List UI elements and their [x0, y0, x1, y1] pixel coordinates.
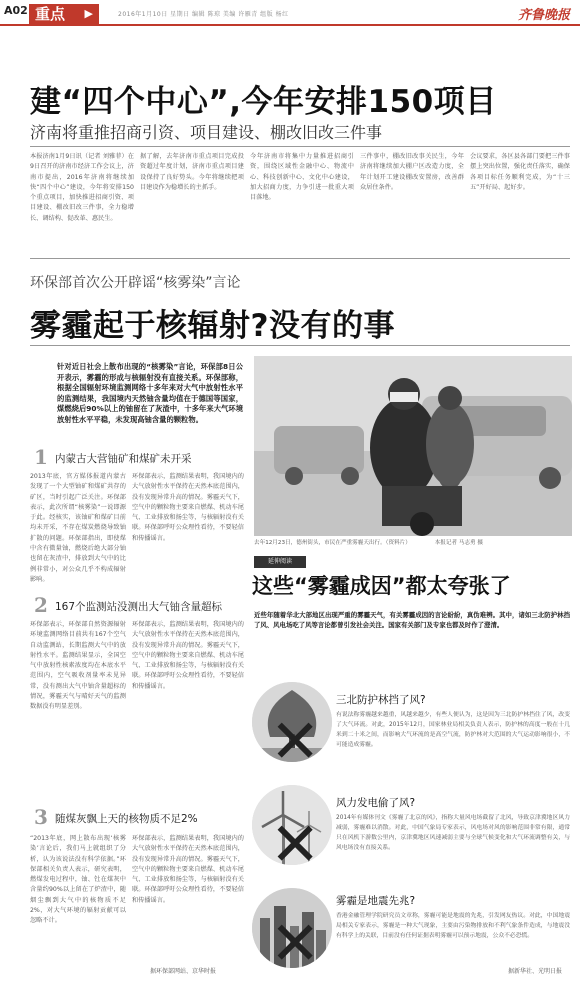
story2-headline: 雾霾起于核辐射?没有的事 [30, 308, 395, 344]
story1-column: 据了解，去年济南市重点项目完成投资超过年度计划，济南市重点项目建设保持了良好势头。今年将继续把项目建设作为稳增长的主抓手。 [140, 153, 244, 191]
photo-caption [254, 538, 572, 546]
cross-icon: ✕ [270, 909, 321, 979]
section-body-continued: 环保部表示，监测结果表明，我国境内的大气放射性水平保持在天然本底范围内，没有发现异常升高的情况。雾霾天气下，空气中的颗粒物主要来自燃煤、机动车尾气、工业排放和扬尘等，与核辐射没有关联。环保部呼吁公众理性看待，不要轻信和传播谣言。 [132, 621, 244, 690]
story1-subhead: 济南将重推招商引资、项目建设、棚改旧改三件事 [30, 123, 383, 142]
section-number: 2 [34, 593, 48, 617]
section-body: “2013年底，网上散布出现‘核雾染’言论后，我们马上就组织了分析，认为该说法没有科学依据。”环保部相关负责人表示，研究表明，燃煤发电过程中，铀、钍在煤灰中含量约90%以上留在了炉渣中，随烟尘飘到大气中的核物质不足2%，对大气环境的辐射贡献可以忽略不计。 [30, 835, 126, 925]
section-body-continued: 环保部表示，监测结果表明，我国境内的大气放射性水平保持在天然本底范围内，没有发现异常升高的情况。雾霾天气下，空气中的颗粒物主要来自燃煤、机动车尾气、工业排放和扬尘等，与核辐射没有关联。环保部呼吁公众理性看待，不要轻信和传播谣言。 [132, 835, 244, 904]
story2-lead: 针对近日社会上散布出现的“核雾染”言论，环保部8日公开表示，雾霾的形成与核辐射没有直接关系。环保部称，根据全国辐射环境监测网络十多年来对大气中放射性水平的监测结果，我国境内天然铀含量均值在于德国等国家，煤燃烧后90%以上的铀留在了灰渣中，十多年来大气环境放射性水平平稳，未发现高铀含量的颗粒物。 [57, 362, 243, 424]
story3-lead: 近些年随着华北大部地区出现严重的雾霾天气，有关雾霾成因的言论紛紛，真伪难辨。其中，诸如三北防护林挡了风、风电场吃了风等言论都曾引发社会关注。国家有关部门及专家也都及时作了澄清。 [254, 611, 570, 629]
street-scene-image [254, 356, 572, 536]
section-label: 重点 [35, 5, 66, 23]
news-photo [254, 356, 572, 536]
section-number: 1 [34, 445, 48, 469]
story1-column: 会议要求，各区县各部门要把三件事摆上突出位置，强化责任落实，确保各项目标任务顺利完成，为“十三五”开好局、起好步。 [470, 153, 570, 191]
myth-heading: 风力发电偷了风? [336, 797, 416, 809]
myth-body: 2014年有媒体刊文《雾霾了北京的风》，指称大量风电场截留了北风，导致京津冀地区风力减弱，雾霾难以消散。对此，中国气象局专家表示，风电场对风的影响范围非常有限，通常只在风机下游数公里内，京津冀地区风速减弱主要与全球气候变化和大气环流调整有关，与风电场没有直接关系。 [336, 815, 570, 851]
related-reading-tag: 延伸阅读 [254, 556, 306, 568]
myth-body: 有说法称雾霾越来越重，风越来越少，有些人便认为，这是因为三北防护林挡住了风，改变了大气环流。对此，2015年12月，国家林业局相关负责人表示，防护林的高度一般在十几米到二十米之间，而影响大气环流的是高空气流，防护林对大范围的大气运动影响很小，不可能造成雾霾。 [336, 712, 570, 748]
photo-credit: 本报记者 马志勇 摄 [434, 540, 483, 546]
myth-heading: 雾霾是地震先兆? [336, 895, 416, 907]
story1-column: 本报济南1月9日讯（记者 刘雅菲）在9日召开的济南市经济工作会议上，济南市提出，2016年济南将继续加快“四个中心”建设，今年将安排150个重点项目，加快推进招商引资、项目建设、棚改旧改三件事，全力稳增长、调结构、促改革、惠民生。 [30, 153, 134, 222]
chevron-right-icon: ▶ [84, 7, 93, 20]
myth-body: 香港金融管理学院研究员文章称，雾霾可能是地震的先兆，引发网友热议。对此，中国地震局相关专家表示，雾霾是一种大气现象，主要由污染物排放和不利气象条件造成，与地震没有科学上的关联，目前没有任何证据表明雾霾可以预示地震，公众不必恐慌。 [336, 913, 570, 939]
story1-column: 三件事中，棚改旧改事关民生，今年济南将继续加大棚户区改造力度，全年计划开工建设棚改安置房，改善群众居住条件。 [360, 153, 464, 191]
section-heading: 167个监测站没测出大气铀含量超标 [55, 601, 223, 613]
newspaper-logo: 齐鲁晚报 [517, 8, 570, 23]
cross-icon: ✕ [270, 707, 321, 777]
section-body: 环保部表示，环保部自然资源辐射环境监测网络目前共有167个空气自动监测站，长期监测大气中的放射性水平。监测结果显示，全国空气中放射性核素浓度均在本底水平范围内，空气吸收剂量率未见异常，没有测出大气中铀含量超标的情况，雾霾天气与晴好天气的监测数据没有明显差别。 [30, 621, 126, 711]
photo-caption-text: 去年12月23日，德州街头，市民在严重雾霾天出行。（资料片） [254, 540, 411, 546]
story1-column: 今年济南市将集中力量推进招商引资，围绕区域性金融中心、物流中心、科技创新中心、文化中心建设，加大招商力度，力争引进一批重大项目落地。 [250, 153, 354, 202]
section-heading: 随煤灰飘上天的核物质不足2% [55, 813, 198, 825]
story1-headline: 建“四个中心”,今年安排150项目 [30, 84, 497, 120]
page-number: A02 [4, 4, 28, 17]
myth-heading: 三北防护林挡了风? [336, 694, 426, 706]
divider [30, 258, 570, 259]
story3-headline: 这些“雾霾成因”都太夸张了 [252, 574, 511, 598]
section-tag [29, 4, 99, 24]
story2-source: 据环保部网站、京华时报 [150, 968, 217, 975]
header-meta: 2016年1月10日 星期日 编辑 陈琼 美编 许雁青 组版 杨红 [118, 11, 289, 18]
section-body: 2013年底，官方媒体报道内蒙古发现了一个大型铀矿和煤矿共存的矿区，当时引起广泛关注。环保部表示，此次所谓“核雾染”一说即源于此。经核实，该铀矿和煤矿目前均未开采，不存在煤炭燃烧导致铀扩散的问题。环保部指出，即使煤中含有微量铀，燃烧后绝大部分铀也留在灰渣中，排放到大气中的比例非常小，对公众几乎不构成辐射影响。 [30, 473, 126, 583]
section-body-continued: 环保部表示，监测结果表明，我国境内的大气放射性水平保持在天然本底范围内，没有发现异常升高的情况。雾霾天气下，空气中的颗粒物主要来自燃煤、机动车尾气、工业排放和扬尘等，与核辐射没有关联。环保部呼吁公众理性看待，不要轻信和传播谣言。 [132, 473, 244, 542]
section-number: 3 [34, 805, 48, 829]
cross-icon: ✕ [270, 810, 321, 880]
page-header [0, 0, 580, 26]
divider [30, 146, 570, 147]
divider [30, 345, 570, 346]
story2-kicker: 环保部首次公开辟谣“核雾染”言论 [30, 275, 241, 291]
section-heading: 内蒙古大营铀矿和煤矿未开采 [55, 453, 192, 465]
story3-source: 据新华社、光明日报 [508, 968, 563, 975]
